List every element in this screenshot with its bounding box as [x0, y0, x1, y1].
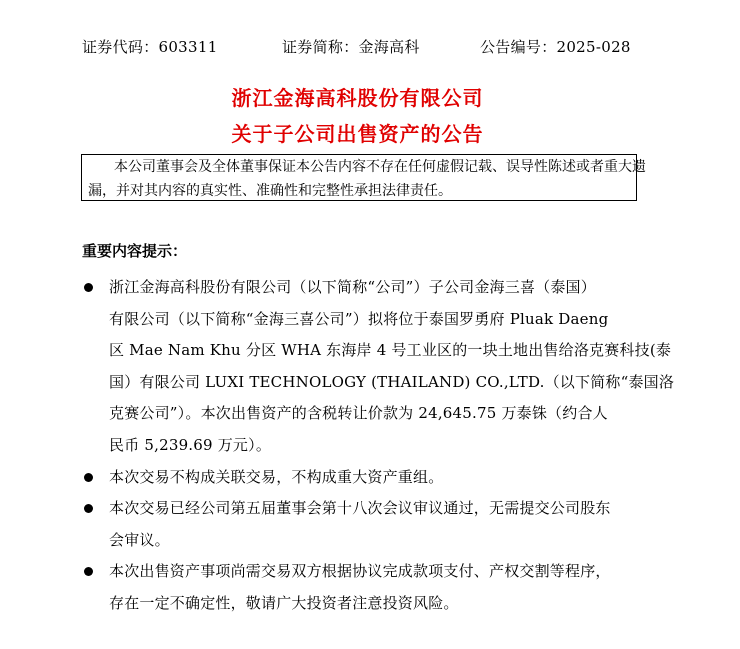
list-item-line: 区 Mae Nam Khu 分区 WHA 东海岸 4 号工业区的一块土地出售给洛克赛科技(泰: [109, 341, 672, 360]
company-title: 浙江金海高科股份有限公司: [231, 86, 484, 110]
list-item-line: 浙江金海高科股份有限公司（以下简称“公司”）子公司金海三喜（泰国）: [109, 278, 596, 296]
key-points-list: [82, 272, 675, 620]
announcement-title: 关于子公司出售资产的公告: [231, 122, 484, 146]
bullet-icon: [84, 283, 93, 292]
list-item-line: 民币 5,239.69 万元）。: [109, 435, 272, 454]
announcement-number: 公告编号：2025-028: [480, 38, 631, 56]
list-item: [82, 493, 642, 556]
list-item-line: 会审议。: [109, 530, 170, 549]
bullet-icon: [84, 567, 93, 576]
list-item: [82, 556, 642, 619]
stock-code: 证券代码：603311: [82, 38, 218, 56]
disclaimer-line: 本公司董事会及全体董事保证本公告内容不存在任何虚假记载、误导性陈述或者重大遗: [114, 159, 646, 175]
list-item-line: 存在一定不确定性，敬请广大投资者注意投资风险。: [109, 593, 459, 612]
list-item: [82, 272, 675, 462]
disclaimer-line: 漏，并对其内容的真实性、准确性和完整性承担法律责任。: [88, 183, 452, 199]
bullet-icon: [84, 504, 93, 513]
bullet-icon: [84, 473, 93, 482]
key-points-heading: 重要内容提示：: [82, 242, 188, 260]
list-item-line: 国）有限公司 LUXI TECHNOLOGY (THAILAND) CO.,LTD.（以下简称“泰国洛: [109, 372, 675, 391]
list-item-line: 本次交易不构成关联交易，不构成重大资产重组。: [109, 467, 444, 486]
stock-name: 证券简称：金海高科: [282, 38, 420, 56]
list-item-line: 有限公司（以下简称“金海三喜公司”）拟将位于泰国罗勇府 Pluak Daeng: [109, 309, 609, 328]
disclaimer-box: [81, 154, 646, 201]
list-item-line: 本次交易已经公司第五届董事会第十八次会议审议通过，无需提交公司股东: [109, 499, 611, 518]
list-item-line: 本次出售资产事项尚需交易双方根据协议完成款项支付、产权交割等程序，: [109, 562, 611, 581]
list-item-line: 克赛公司”）。本次出售资产的含税转让价款为 24,645.75 万泰铢（约合人: [109, 404, 608, 423]
list-item: [82, 462, 642, 494]
